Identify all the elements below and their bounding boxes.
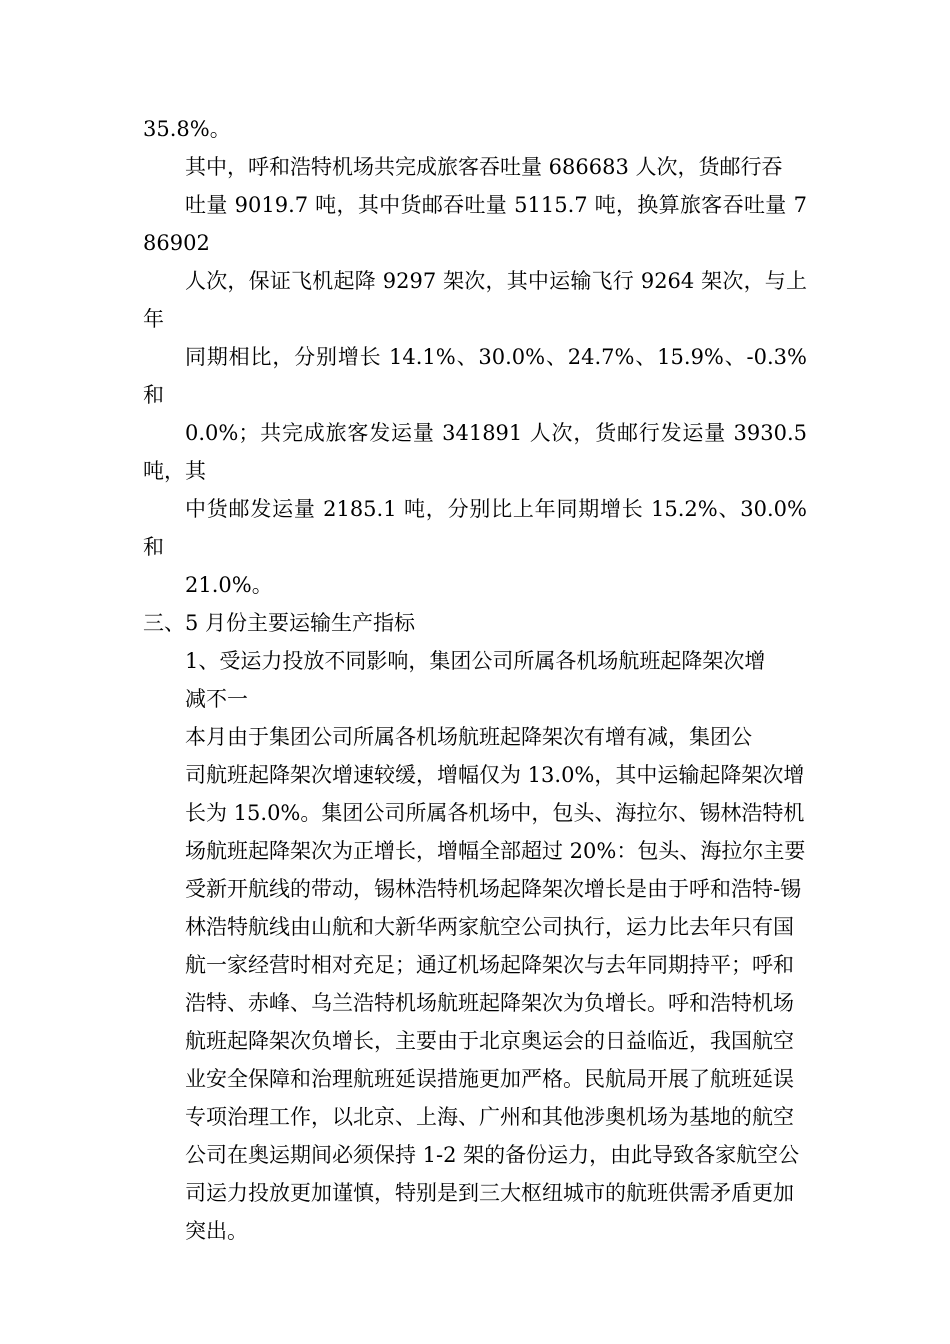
- text-line: 35.8%。: [143, 117, 231, 141]
- text-line: 其中，呼和浩特机场共完成旅客吞吐量 686683 人次，货邮行吞: [185, 155, 783, 179]
- paragraph-flight-analysis: [143, 718, 807, 1250]
- text-line: 专项治理工作，以北京、上海、广州和其他涉奥机场为基地的航空: [185, 1105, 794, 1129]
- paragraph-continuation: [143, 110, 807, 148]
- text-line: 本月由于集团公司所属各机场航班起降架次有增有减，集团公: [185, 725, 752, 749]
- text-line: 受新开航线的带动，锡林浩特机场起降架次增长是由于呼和浩特-锡: [185, 877, 802, 901]
- text-line: 0.0%；共完成旅客发运量 341891 人次，货邮行发运量 3930.5 吨，其: [143, 421, 807, 483]
- text-line: 吐量 9019.7 吨，其中货邮吞吐量 5115.7 吨，换算旅客吞吐量 786902: [143, 193, 807, 255]
- text-line: 21.0%。: [185, 573, 273, 597]
- text-line: 司运力投放更加谨慎，特别是到三大枢纽城市的航班供需矛盾更加: [185, 1181, 794, 1205]
- text-line: 林浩特航线由山航和大新华两家航空公司执行，运力比去年只有国: [185, 915, 794, 939]
- text-line: 浩特、赤峰、乌兰浩特机场航班起降架次为负增长。呼和浩特机场: [185, 991, 794, 1015]
- text-line: 同期相比，分别增长 14.1%、30.0%、24.7%、15.9%、-0.3% 和: [143, 345, 807, 407]
- text-line: 减不一: [185, 687, 248, 711]
- text-line: 场航班起降架次为正增长，增幅全部超过 20%：包头、海拉尔主要: [185, 839, 806, 863]
- paragraph-hohhot-airport-stats: [143, 148, 807, 604]
- text-line: 业安全保障和治理航班延误措施更加严格。民航局开展了航班延误: [185, 1067, 794, 1091]
- document-page: [143, 110, 807, 1250]
- text-line: 1、受运力投放不同影响，集团公司所属各机场航班起降架次增: [185, 649, 766, 673]
- text-line: 中货邮发运量 2185.1 吨，分别比上年同期增长 15.2%、30.0% 和: [143, 497, 807, 559]
- text-line: 司航班起降架次增速较缓，增幅仅为 13.0%，其中运输起降架次增: [185, 763, 805, 787]
- text-line: 航班起降架次负增长，主要由于北京奥运会的日益临近，我国航空: [185, 1029, 794, 1053]
- text-line: 人次，保证飞机起降 9297 架次，其中运输飞行 9264 架次，与上年: [143, 269, 807, 331]
- text-line: 长为 15.0%。集团公司所属各机场中，包头、海拉尔、锡林浩特机: [185, 801, 805, 825]
- section-heading: [143, 604, 807, 642]
- subsection-heading: [143, 642, 807, 718]
- text-line: 突出。: [185, 1219, 248, 1243]
- text-line: 航一家经营时相对充足；通辽机场起降架次与去年同期持平；呼和: [185, 953, 794, 977]
- text-line: 三、5 月份主要运输生产指标: [143, 611, 416, 635]
- text-line: 公司在奥运期间必须保持 1-2 架的备份运力，由此导致各家航空公: [185, 1143, 800, 1167]
